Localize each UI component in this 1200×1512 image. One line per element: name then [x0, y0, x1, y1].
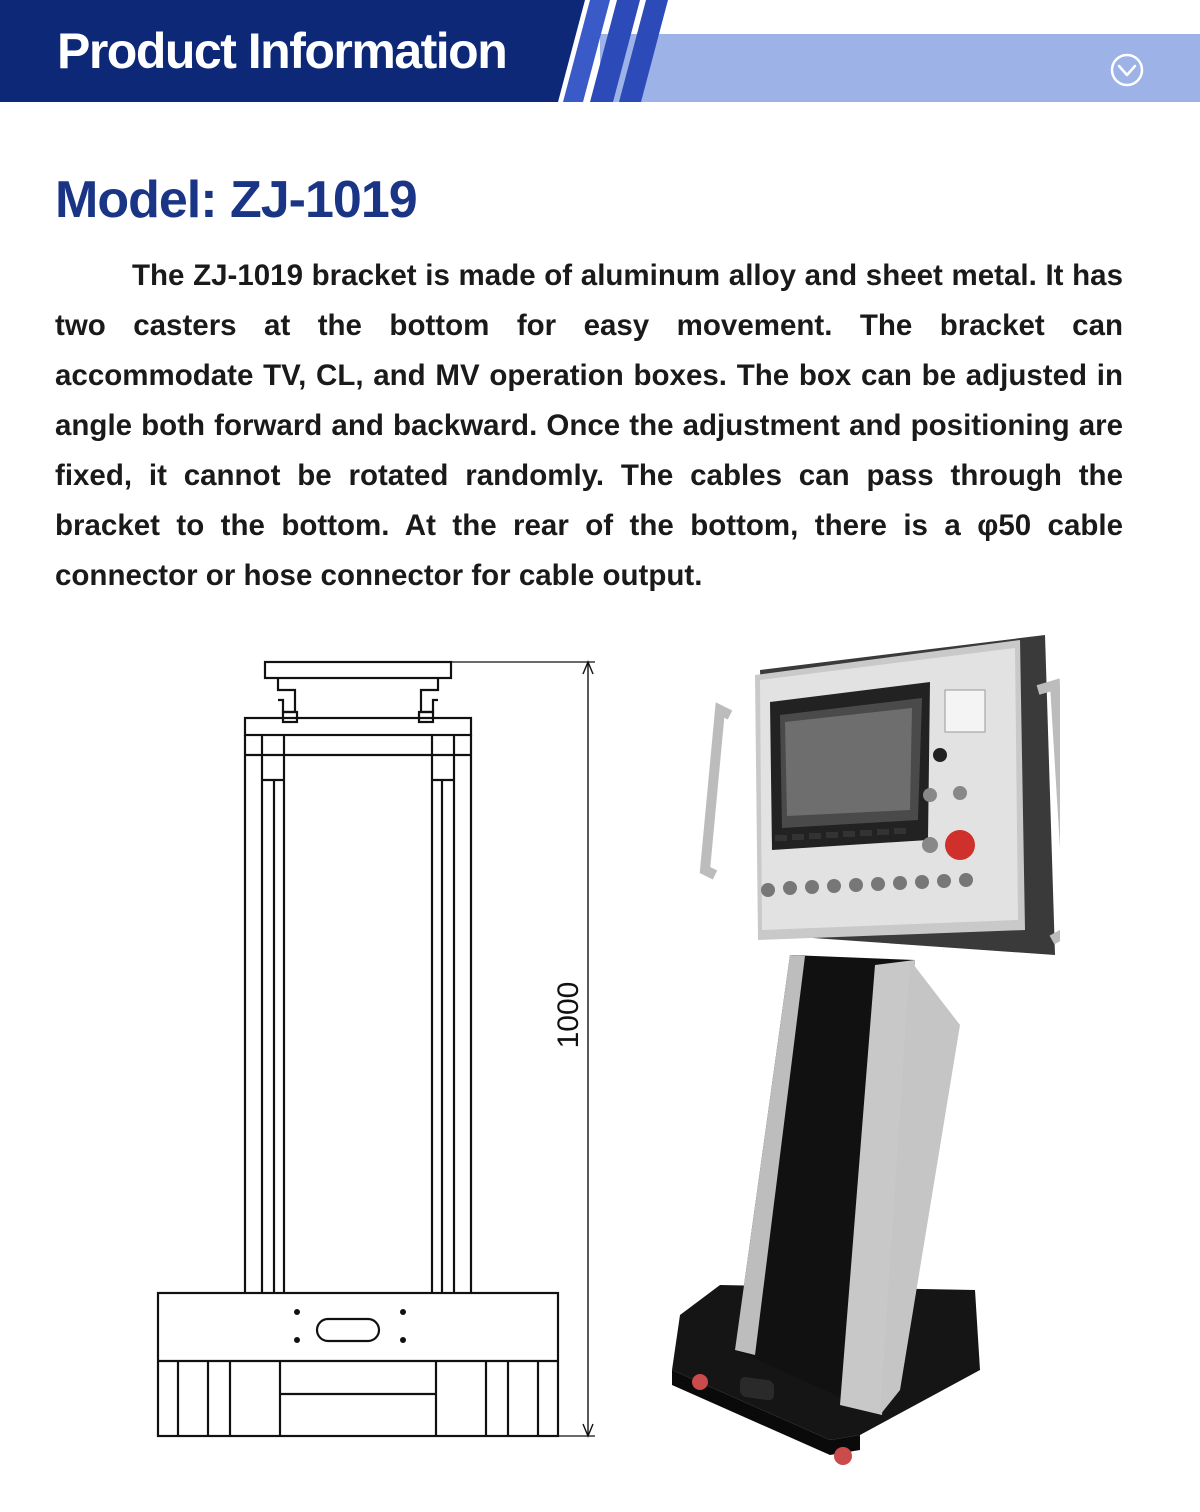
connector-slot: [317, 1319, 379, 1341]
bracket-product-photo: [660, 630, 1060, 1470]
header-banner: [0, 0, 1200, 102]
bracket-technical-drawing: [150, 650, 620, 1450]
top-plate: [265, 662, 451, 678]
cross-beam: [245, 718, 471, 735]
product-description: The ZJ-1019 bracket is made of aluminum alloy and sheet metal. It has two casters at the bottom for easy movement. The bracket can accommodate TV, CL, and MV operation boxes. The box can be adjusted in angle both forward and backward. Once the adjustment and positioning are fixed, it cannot be rotated randomly. The cables can pass through the bracket to the bottom. At the rear of the bottom, there is a φ50 cable connector or hose connector for cable output.: [55, 259, 1123, 592]
model-title: Model: ZJ-1019: [55, 171, 417, 229]
dimension-label: 1000: [552, 981, 585, 1049]
chevron-down-circle-icon[interactable]: [1110, 53, 1144, 87]
page-header-title: Product Information: [57, 23, 507, 79]
base-body: [158, 1293, 558, 1436]
